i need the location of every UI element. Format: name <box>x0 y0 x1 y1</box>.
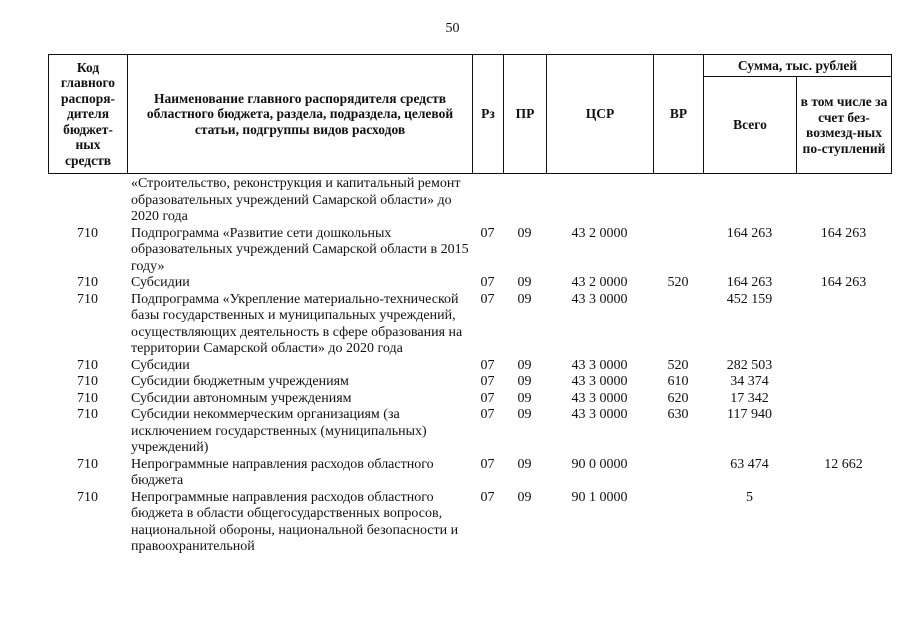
cell-pr: 09 <box>517 407 532 422</box>
cell-total <box>703 176 796 226</box>
cell-vr <box>653 457 703 490</box>
cell-code: 710 <box>77 390 98 406</box>
table-row <box>48 457 891 490</box>
cell-rz: 07 <box>480 407 495 422</box>
cell-code <box>48 176 127 226</box>
cell-pr: 09 <box>517 225 532 241</box>
cell-vr: 610 <box>667 374 689 389</box>
header-rz: Рз <box>473 55 504 174</box>
cell-pr: 09 <box>517 275 532 290</box>
table-header <box>48 54 892 174</box>
table-row <box>48 490 891 556</box>
cell-free <box>796 176 891 226</box>
cell-vr: 630 <box>667 407 689 422</box>
cell-code: 710 <box>77 357 98 373</box>
cell-pr: 09 <box>517 390 532 406</box>
cell-vr <box>653 490 703 556</box>
cell-total: 34 374 <box>730 374 769 389</box>
cell-code: 710 <box>77 456 98 472</box>
cell-code: 710 <box>77 225 98 241</box>
cell-rz: 07 <box>480 374 495 389</box>
cell-name: Подпрограмма «Укрепление материально-технической базы государственных и муниципальных учреждений, осуществляющих деятельность в сфере образования на территории Самарской области» до 2020 года <box>131 291 463 356</box>
cell-pr: 09 <box>517 291 532 307</box>
cell-total: 164 263 <box>726 275 773 290</box>
cell-code: 710 <box>77 407 98 422</box>
cell-free <box>796 358 891 375</box>
cell-pr: 09 <box>517 456 532 472</box>
cell-rz: 07 <box>480 225 495 241</box>
cell-free: 164 263 <box>820 225 867 241</box>
table-row <box>48 374 891 391</box>
cell-pr: 09 <box>517 374 532 389</box>
cell-pr <box>503 176 546 226</box>
table-row <box>48 275 891 292</box>
cell-csr: 43 3 0000 <box>571 374 628 389</box>
cell-total: 17 342 <box>730 390 769 406</box>
cell-pr: 09 <box>517 489 532 505</box>
table-row <box>48 176 891 226</box>
cell-csr: 43 3 0000 <box>571 291 628 307</box>
cell-vr <box>653 176 703 226</box>
cell-free <box>796 391 891 408</box>
cell-rz: 07 <box>480 275 495 290</box>
cell-name: Подпрограмма «Развитие сети дошкольных образовательных учреждений Самарской области в 2015 году» <box>131 225 469 274</box>
cell-vr: 520 <box>667 275 689 290</box>
header-name: Наименование главного распорядителя средств областного бюджета, раздела, подраздела, целевой статьи, подгруппы видов расходов <box>128 55 473 174</box>
table-row <box>48 358 891 375</box>
header-code: Код главного распоря-дителя бюджет-ных средств <box>49 55 128 174</box>
cell-free <box>796 374 891 391</box>
table-row <box>48 391 891 408</box>
cell-total: 63 474 <box>730 456 769 472</box>
header-total: Всего <box>704 77 797 174</box>
cell-total: 282 503 <box>726 357 773 373</box>
cell-name: Субсидии <box>131 357 190 373</box>
header-vr: ВР <box>654 55 704 174</box>
cell-rz: 07 <box>480 390 495 406</box>
cell-name: Непрограммные направления расходов областного бюджета в области общегосударственных вопросов, национальной обороны, национальной безопасности и правоохранительной <box>131 489 459 554</box>
cell-rz: 07 <box>480 456 495 472</box>
header-sum: Сумма, тыс. рублей <box>704 55 892 77</box>
cell-free <box>796 292 891 358</box>
cell-code: 710 <box>77 489 98 505</box>
cell-pr: 09 <box>517 357 532 373</box>
table-row <box>48 292 891 358</box>
table-row <box>48 226 891 276</box>
header-csr: ЦСР <box>547 55 654 174</box>
cell-csr: 43 3 0000 <box>571 390 628 406</box>
cell-free: 12 662 <box>824 456 863 472</box>
header-pr: ПР <box>504 55 547 174</box>
cell-name: Субсидии <box>131 275 190 290</box>
cell-csr: 90 1 0000 <box>571 489 628 505</box>
cell-total: 164 263 <box>726 225 773 241</box>
cell-name: Непрограммные направления расходов областного бюджета <box>131 456 434 488</box>
cell-vr <box>653 292 703 358</box>
header-free: в том числе за счет без-возмезд-ных по-ступлений <box>797 77 892 174</box>
table-row <box>48 407 891 457</box>
cell-rz: 07 <box>480 357 495 373</box>
cell-code: 710 <box>77 291 98 307</box>
cell-total: 117 940 <box>727 407 772 422</box>
cell-csr: 90 0 0000 <box>571 456 628 472</box>
cell-total: 5 <box>746 489 753 505</box>
cell-name: Субсидии некоммерческим организациям (за исключением государственных (муниципальных) учреждений) <box>131 407 427 455</box>
cell-rz: 07 <box>480 291 495 307</box>
cell-vr <box>653 226 703 276</box>
cell-name: Субсидии автономным учреждениям <box>131 390 352 406</box>
cell-csr <box>546 176 653 226</box>
cell-csr: 43 2 0000 <box>571 225 628 241</box>
cell-name: «Строительство, реконструкция и капитальный ремонт образовательных учреждений Самарской области» до 2020 года <box>131 176 461 224</box>
cell-free: 164 263 <box>820 275 867 290</box>
cell-csr: 43 2 0000 <box>571 275 628 290</box>
page-number: 50 <box>445 21 460 36</box>
cell-rz: 07 <box>480 489 495 505</box>
cell-vr: 620 <box>667 390 689 406</box>
cell-free <box>796 490 891 556</box>
cell-rz <box>472 176 503 226</box>
cell-free <box>796 407 891 457</box>
data-table <box>48 176 891 556</box>
cell-code: 710 <box>77 275 98 290</box>
cell-name: Субсидии бюджетным учреждениям <box>131 374 349 389</box>
cell-code: 710 <box>77 374 98 389</box>
cell-csr: 43 3 0000 <box>571 407 628 422</box>
cell-total: 452 159 <box>726 291 773 307</box>
cell-vr: 520 <box>667 357 689 373</box>
cell-csr: 43 3 0000 <box>571 357 628 373</box>
